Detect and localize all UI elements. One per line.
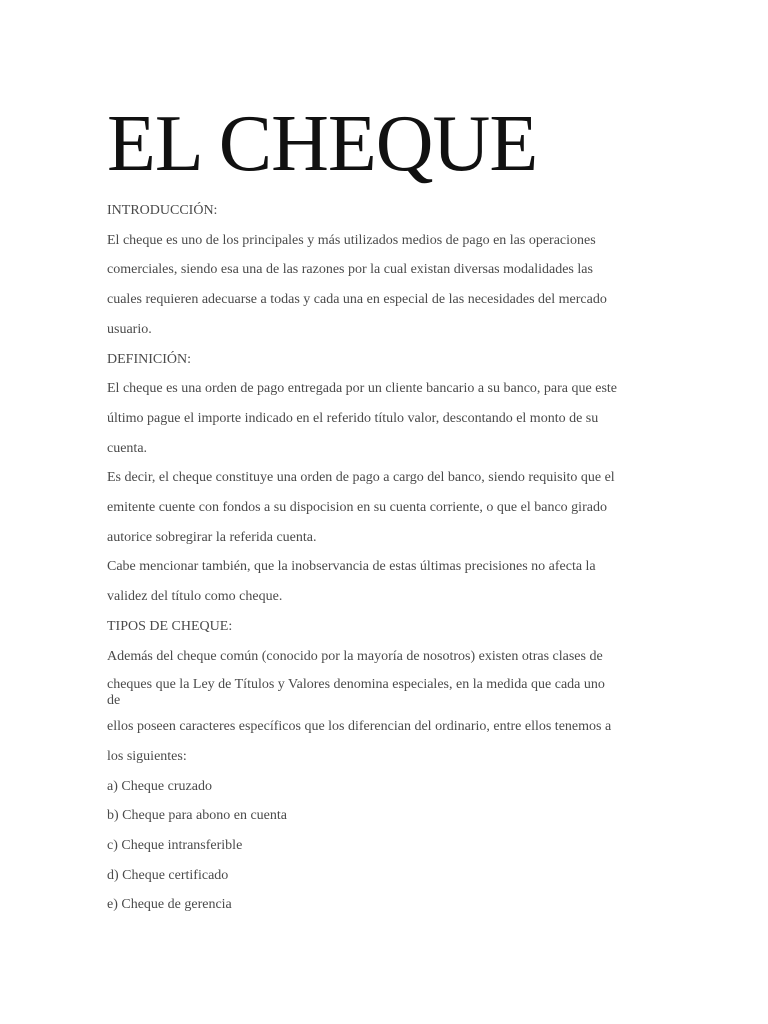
- list-item-cheque-type: d) Cheque certificado: [107, 867, 229, 883]
- paragraph-line: los siguientes:: [107, 748, 187, 764]
- paragraph-line: El cheque es una orden de pago entregada por un cliente bancario a su banco, para que este: [107, 381, 617, 397]
- paragraph-line: cuenta.: [107, 440, 148, 456]
- paragraph-line: emitente cuente con fondos a su dispocision en su cuenta corriente, o que el banco girado: [107, 500, 607, 516]
- paragraph-line: ellos poseen caracteres específicos que los diferencian del ordinario, entre ellos tenemos a: [107, 719, 612, 735]
- section-heading-introduccion: INTRODUCCIÓN:: [107, 203, 218, 218]
- list-item-cheque-type: e) Cheque de gerencia: [107, 897, 232, 913]
- list-item-cheque-type: a) Cheque cruzado: [107, 778, 212, 794]
- paragraph-line: autorice sobregirar la referida cuenta.: [107, 529, 317, 545]
- paragraph-line: comerciales, siendo esa una de las razones por la cual existan diversas modalidades las: [107, 262, 593, 278]
- section-heading-definicion: DEFINICIÓN:: [107, 351, 191, 367]
- paragraph-line: cheques que la Ley de Títulos y Valores denomina especiales, en la medida que cada uno: [107, 677, 605, 693]
- paragraph-line: de: [107, 693, 121, 709]
- paragraph-line: cuales requieren adecuarse a todas y cada una en especial de las necesidades del mercado: [107, 292, 607, 308]
- section-heading-tipos-de-cheque: TIPOS DE CHEQUE:: [107, 618, 233, 634]
- document-body: [107, 100, 662, 920]
- paragraph-line: El cheque es uno de los principales y más utilizados medios de pago en las operaciones: [107, 232, 596, 248]
- list-item-cheque-type: c) Cheque intransferible: [107, 838, 243, 854]
- list-item-cheque-type: b) Cheque para abono en cuenta: [107, 808, 287, 824]
- document-title: EL CHEQUE: [107, 100, 538, 188]
- paragraph-line: Además del cheque común (conocido por la mayoría de nosotros) existen otras clases de: [107, 648, 603, 664]
- paragraph-line: Es decir, el cheque constituye una orden de pago a cargo del banco, siendo requisito que el: [107, 470, 615, 486]
- paragraph-line: usuario.: [107, 321, 152, 337]
- paragraph-line-wrapped: [107, 671, 662, 712]
- paragraph-line: último pague el importe indicado en el referido título valor, descontando el monto de su: [107, 410, 599, 426]
- paragraph-line: validez del título como cheque.: [107, 589, 283, 605]
- paragraph-line: Cabe mencionar también, que la inobservancia de estas últimas precisiones no afecta la: [107, 559, 596, 575]
